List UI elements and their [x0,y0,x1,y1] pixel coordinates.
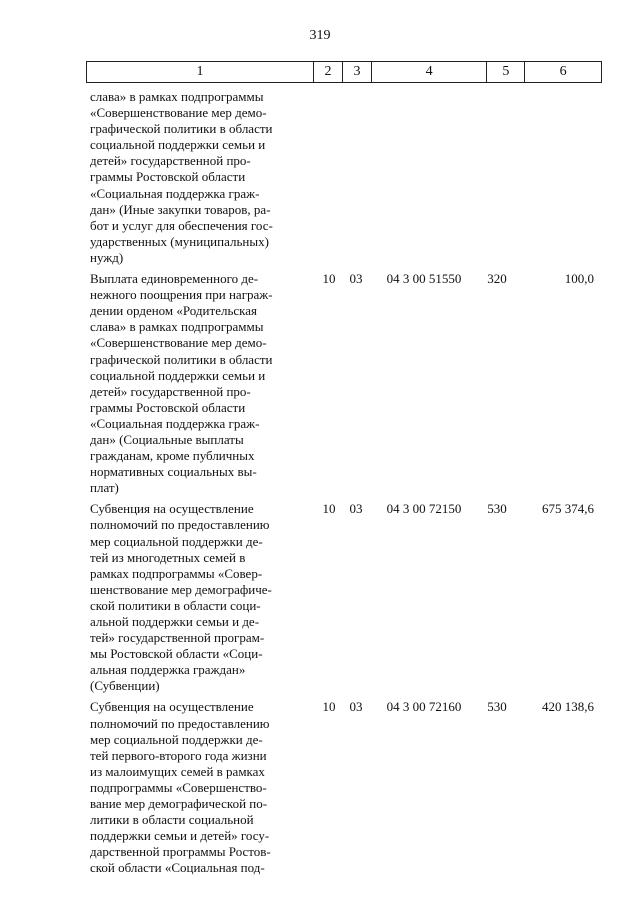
row-section: 10 [322,699,336,715]
row-expense-type: 530 [487,699,507,715]
row-target-code: 04 3 00 72160 [386,699,462,715]
row-target-code: 04 3 00 51550 [386,271,462,287]
row-section: 10 [322,271,336,287]
table-body [90,89,602,877]
row-subsection: 03 [349,271,363,287]
header-col-4: 4 [372,62,488,82]
row-amount: 675 374,6 [542,501,594,517]
row-expense-type [478,89,516,266]
row-expense-type: 530 [487,501,507,517]
table-header [86,61,602,83]
row-amount [520,89,594,266]
row-expense-type: 320 [487,271,507,287]
row-description: Субвенция на осуществление полномочий по предоставлению мер социальной поддержки де- тей из многодетных семей в рамках подпрограммы «Совер- шенствование мер демографиче- ской политики в области соци- альной поддержки семьи и де- тей» государственной програм- мы Ростовской области «Соци- альная поддержка граждан» (Субвенции) [90,501,272,694]
row-amount: 100,0 [564,271,594,287]
header-col-5: 5 [487,62,525,82]
table-row [90,89,602,266]
row-target-code: 04 3 00 72150 [386,501,462,517]
page-number: 319 [309,28,331,43]
row-section: 10 [322,501,336,517]
row-description: Субвенция на осуществление полномочий по предоставлению мер социальной поддержки де- тей первого-второго года жизни из малоимущих семей в рамках подпрограммы «Совершенство- вание мер демографической по- литики в области социальной поддержки семьи и детей» госу- дарственной программы Ростов- ской области «Социальная под- [90,699,271,876]
header-col-6: 6 [559,64,567,79]
table-row [90,501,602,694]
header-col-2: 2 [314,62,343,82]
row-description: слава» в рамках подпрограммы «Совершенствование мер демо- графической политики в области социальной поддержки семьи и детей» государственной про- граммы Ростовской области «Социальная поддержка граж- дан» (Иные закупки товаров, ра- бот и услуг для обеспечения гос- ударственных (муниципальных) нужд) [90,89,273,265]
table-row [90,699,602,876]
row-subsection [344,89,368,266]
row-amount: 420 138,6 [542,699,594,715]
row-target-code [370,89,478,266]
row-subsection: 03 [349,699,363,715]
header-col-1: 1 [87,62,314,82]
row-subsection: 03 [349,501,363,517]
row-description: Выплата единовременного де- нежного поощрения при награж- дении орденом «Родительская слава» в рамках подпрограммы «Совершенствование мер демо- графической политики в области социальной поддержки семьи и детей» государственной про- граммы Ростовской области «Социальная поддержка граж- дан» (Социальные выплаты гражданам, кроме публичных нормативных социальных вы- плат) [90,271,273,496]
header-col-3: 3 [343,62,372,82]
table-row [90,271,602,496]
